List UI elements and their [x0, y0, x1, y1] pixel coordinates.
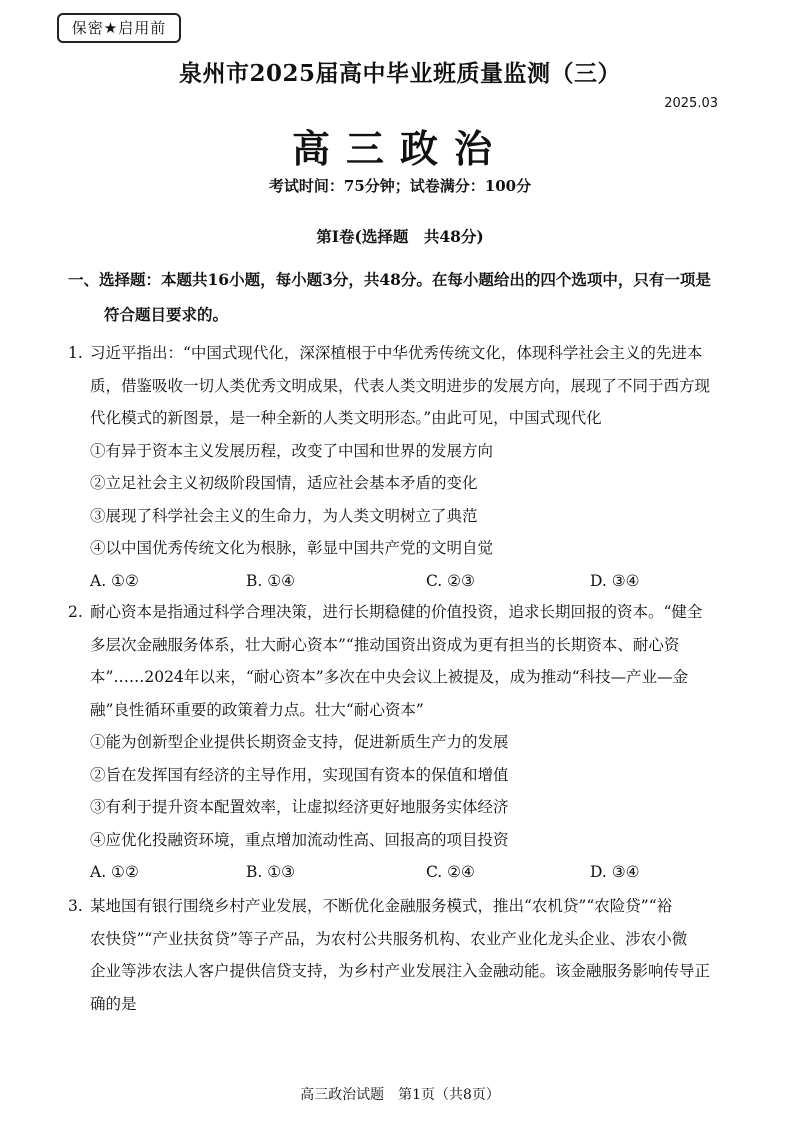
exam-title: 泉州市2025届高中毕业班质量监测（三） — [178, 60, 621, 87]
choice-b[interactable]: B. ①③ — [246, 863, 296, 881]
statement-4: ④应优化投融资环境，重点增加流动性高、回报高的项目投资 — [90, 830, 509, 849]
subject-heading: 高三政治 — [291, 127, 508, 171]
question-number: 2. — [68, 603, 83, 621]
answer-choices — [68, 565, 748, 598]
question-stem-line: 融”良性循环重要的政策着力点。壮大“耐心资本” — [90, 700, 424, 719]
exam-info: 考试时间：75分钟；试卷满分：100分 — [268, 177, 532, 195]
statement-1: ①有异于资本主义发展历程，改变了中国和世界的发展方向 — [90, 441, 494, 460]
statement-1: ①能为创新型企业提供长期资金支持，促进新质生产力的发展 — [90, 733, 509, 751]
question-stem-line: 耐心资本是指通过科学合理决策，进行长期稳健的价值投资，追求长期回报的资本。“健全 — [90, 603, 703, 621]
question-stem-line: 确的是 — [90, 994, 137, 1013]
choice-d[interactable]: D. ③④ — [590, 571, 640, 590]
question-stem-line: 习近平指出：“中国式现代化，深深植根于中华优秀传统文化，体现科学社会主义的先进本 — [90, 344, 703, 362]
choice-a[interactable]: A. ①② — [90, 571, 139, 590]
question-1 — [68, 337, 748, 597]
statement-2: ②旨在发挥国有经济的主导作用，实现国有资本的保值和增值 — [90, 765, 509, 784]
choice-b[interactable]: B. ①④ — [246, 571, 296, 590]
question-3 — [68, 890, 748, 1020]
question-stem-line: 多层次金融服务体系，壮大耐心资本”“推动国资出资成为更有担当的长期资本、耐心资 — [90, 635, 680, 654]
choice-c[interactable]: C. ②④ — [426, 863, 475, 881]
choice-d[interactable]: D. ③④ — [590, 863, 640, 881]
question-stem-line: 代化模式的新图景，是一种全新的人类文明形态。”由此可见，中国式现代化 — [90, 409, 602, 427]
choice-c[interactable]: C. ②③ — [426, 571, 475, 590]
statement-4: ④以中国优秀传统文化为根脉，彰显中国共产党的文明自觉 — [90, 539, 494, 557]
question-2 — [68, 596, 748, 889]
answer-choices — [68, 856, 748, 889]
question-stem-line: 某地国有银行围绕乡村产业发展，不断优化金融服务模式，推出“农机贷”“农险贷”“裕 — [90, 897, 673, 915]
confidential-stamp: 保密★启用前 — [57, 13, 181, 43]
page-footer: 高三政治试题 第1页（共8页） — [300, 1087, 500, 1103]
exam-date: 2025.03 — [664, 96, 718, 111]
choice-a[interactable]: A. ①② — [90, 863, 139, 881]
question-number: 1. — [68, 344, 83, 362]
statement-2: ②立足社会主义初级阶段国情，适应社会基本矛盾的变化 — [90, 474, 478, 492]
section-instructions — [68, 262, 768, 332]
question-stem-line: 本”……2024年以来，“耐心资本”多次在中央会议上被提及，成为推动“科技—产业—金 — [90, 668, 689, 686]
instruction-line: 符合题目要求的。 — [104, 305, 229, 324]
instruction-line: 一、选择题：本题共16小题，每小题3分，共48分。在每小题给出的四个选项中，只有一项是 — [68, 270, 711, 289]
question-number: 3. — [68, 897, 83, 915]
question-stem-line: 企业等涉农法人客户提供信贷支持，为乡村产业发展注入金融动能。该金融服务影响传导正 — [90, 962, 711, 980]
question-stem-line: 农快贷”“产业扶贫贷”等子产品，为农村公共服务机构、农业产业化龙头企业、涉农小微 — [90, 929, 688, 948]
statement-3: ③有利于提升资本配置效率，让虚拟经济更好地服务实体经济 — [90, 798, 509, 816]
section-title: 第Ⅰ卷(选择题 共48分) — [316, 227, 484, 246]
question-stem-line: 质，借鉴吸收一切人类优秀文明成果，代表人类文明进步的发展方向，展现了不同于西方现 — [90, 376, 711, 395]
statement-3: ③展现了科学社会主义的生命力，为人类文明树立了典范 — [90, 506, 478, 525]
